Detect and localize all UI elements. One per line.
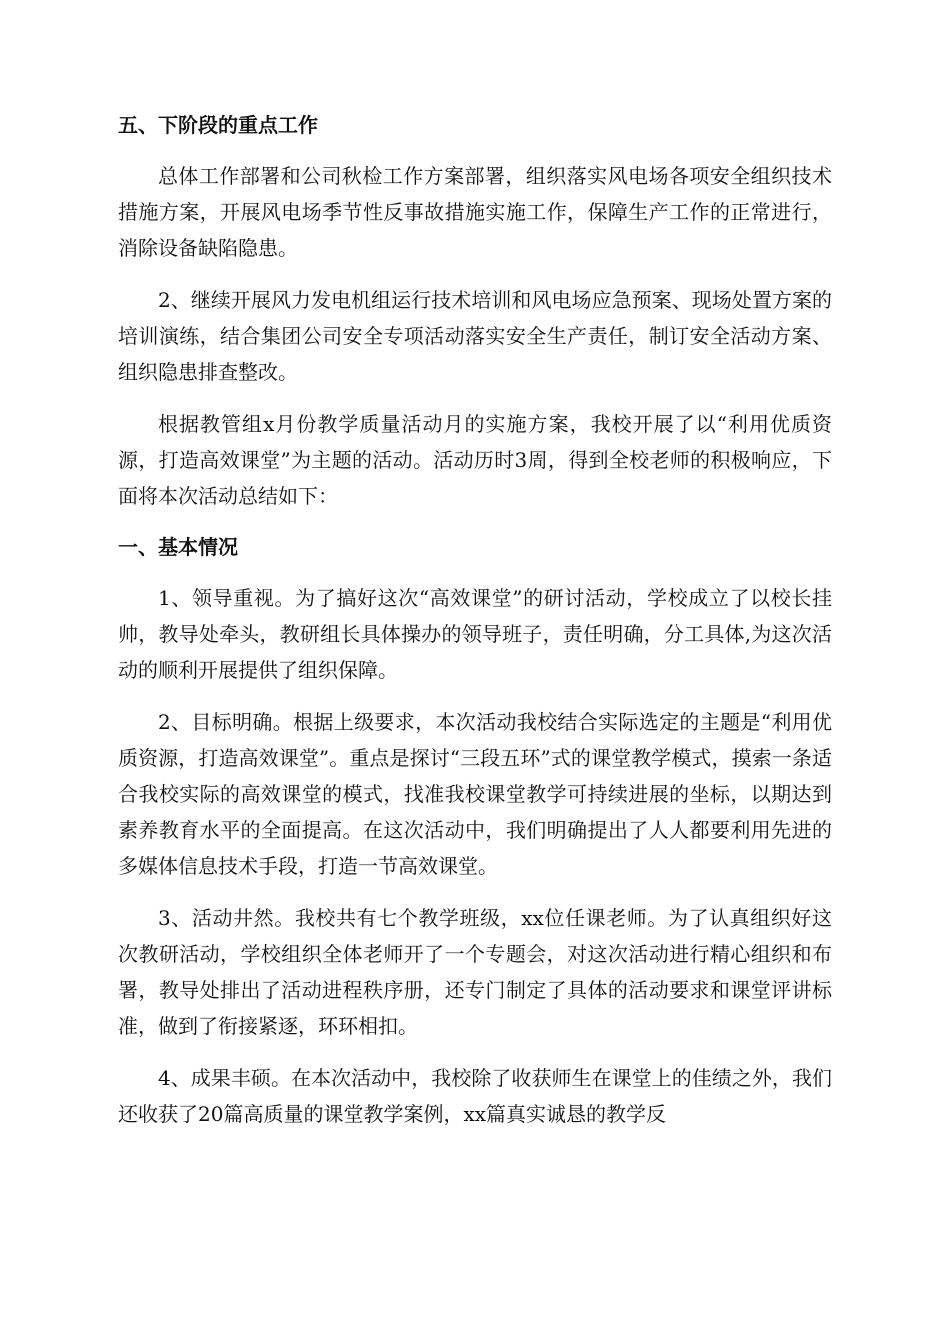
paragraph: 根据教管组x月份教学质量活动月的实施方案，我校开展了以“利用优质资源，打造高效课堂”为主题的活动。活动历时3周，得到全校老师的积极响应，下面将本次活动总结如下： <box>118 412 832 508</box>
paragraph: 总体工作部署和公司秋检工作方案部署，组织落实风电场各项安全组织技术措施方案，开展风电场季节性反事故措施实施工作，保障生产工作的正常进行，消除设备缺陷隐患。 <box>118 164 832 260</box>
paragraph: 2、目标明确。根据上级要求，本次活动我校结合实际选定的主题是“利用优质资源，打造高效课堂”。重点是探讨“三段五环”式的课堂教学模式，摸索一条适合我校实际的高效课堂的模式，找准我校课堂教学可持续进展的坐标，以期达到素养教育水平的全面提高。在这次活动中，我们明确提出了人人都要利用先进的多媒体信息技术手段，打造一节高效课堂。 <box>118 710 832 878</box>
paragraph: 2、继续开展风力发电机组运行技术培训和风电场应急预案、现场处置方案的培训演练，结合集团公司安全专项活动落实安全生产责任，制订安全活动方案、组织隐患排查整改。 <box>118 288 832 384</box>
document-page <box>118 108 832 1148</box>
paragraph: 4、成果丰硕。在本次活动中，我校除了收获师生在课堂上的佳绩之外，我们还收获了20篇高质量的课堂教学案例，xx篇真实诚恳的教学反 <box>118 1066 832 1126</box>
paragraph: 1、领导重视。为了搞好这次“高效课堂”的研讨活动，学校成立了以校长挂帅，教导处牵头，教研组长具体操办的领导班子，责任明确，分工具体,为这次活动的顺利开展提供了组织保障。 <box>118 586 832 682</box>
section-heading: 一、基本情况 <box>118 535 238 559</box>
paragraph: 3、活动井然。我校共有七个教学班级，xx位任课老师。为了认真组织好这次教研活动，学校组织全体老师开了一个专题会，对这次活动进行精心组织和布署，教导处排出了活动进程秩序册，还专门制定了具体的活动要求和课堂评讲标准，做到了衔接紧逐，环环相扣。 <box>118 906 832 1038</box>
section-heading: 五、下阶段的重点工作 <box>118 113 318 137</box>
